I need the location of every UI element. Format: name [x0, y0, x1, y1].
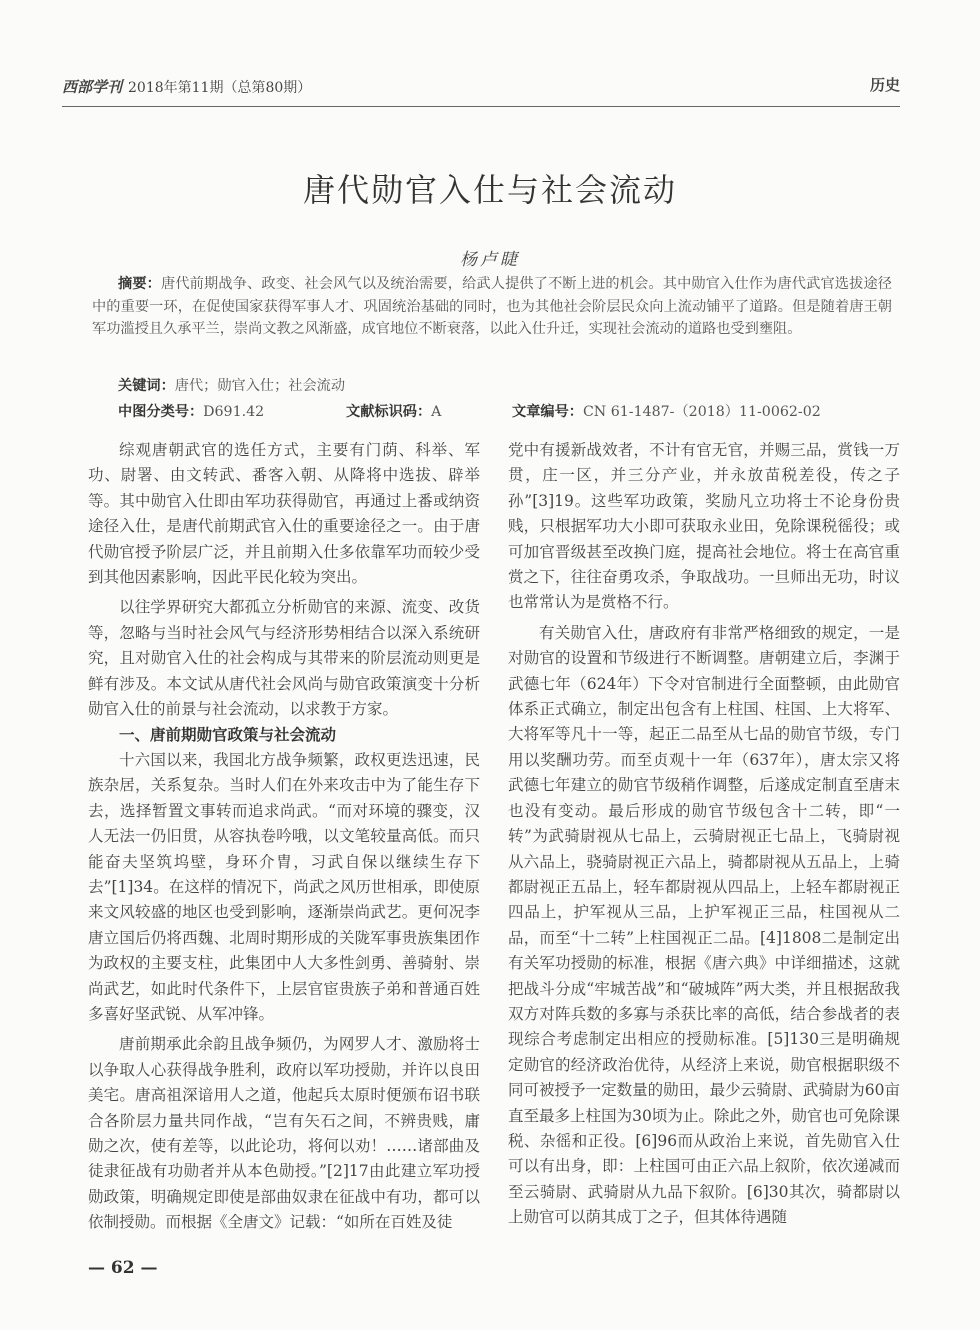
paragraph: 有关勋官入仕，唐政府有非常严格细致的规定，一是对勋官的设置和节级进行不断调整。唐朝建立后，李渊于武德七年（624年）下令对官制进行全面整顿，由此勋官体系正式确立，制定出包含有上柱国、柱国、上大将军、大将军等凡十一等，起正二品至从七品的勋官节级，专门用以奖酬功劳。而至贞观十一年（637年），唐太宗又将武德七年建立的勋官节级稍作调整，后遂成定制直至唐末也没有变动。最后形成的勋官节级包含十二转，即“一转”为武骑尉视从七品上，云骑尉视正七品上，飞骑尉视从六品上，骁骑尉视正六品上，骑都尉视从五品上，上骑都尉视正五品上，轻车都尉视从四品上，上轻车都尉视正四品上，护军视从三品，上护军视正三品，柱国视从二品，而至“十二转”上柱国视正二品。[4]1808二是制定出有关军功授勋的标准，根据《唐六典》中详细描述，这就把战斗分成“牢城苦战”和“破城阵”两大类，并且根据敌我双方对阵兵数的多寡与杀获比率的高低，结合参战者的表现综合考虑制定出相应的授勋标准。[5]130三是明确规定勋官的经济政治优待，从经济上来说，勋官根据职级不同可被授予一定数量的勋田，最少云骑尉、武骑尉为60亩直至最多上柱国为30顷为止。除此之外，勋官也可免除课税、杂徭和正役。[6]96而从政治上来说，首先勋官入仕可以有出身，即：上柱国可由正六品上叙阶，依次递减而至云骑尉、武骑尉从九品下叙阶。[6]30其次，骑都尉以上勋官可以荫其成丁之子，但其体待遇随: [508, 623, 900, 1227]
article-author: 杨卢睫: [460, 250, 520, 270]
abstract: [92, 273, 892, 341]
doc-value: A: [431, 404, 442, 420]
paragraph: 唐前期承此余韵且战争频仍，为网罗人才、激励将士以争取人心获得战争胜利，政府以军功授勋，并许以良田美宅。唐高祖深谙用人之道，他起兵太原时便颁布诏书联合各阶层力量共同作战，“岂有矢石之间，不辨贵贱，庸勋之次，使有差等，以此论功，将何以劝！……诸部曲及徒隶征战有功勋者并从本色勋授。”[2]17由此建立军功授勋政策，明确规定即使是部曲奴隶在征战中有功，都可以依制授勋。而根据《全唐文》记载：“如所在百姓及徒: [88, 1035, 480, 1232]
header-rule: [62, 106, 900, 107]
keywords-text: 唐代；勋官入仕；社会流动: [174, 378, 346, 394]
section-heading: 一、唐前期勋官政策与社会流动: [119, 725, 337, 745]
abstract-text: 唐代前期战争、政变、社会风气以及统治需要，给武人提供了不断上进的机会。其中勋官入仕作为唐代武官选拔途径中的重要一环，在促使国家获得军事人才、巩固统治基础的同时，也为其他社会阶层民众向上流动铺平了道路。但是随着唐王朝军功滥授且久承平兰，崇尚文教之风渐盛，成官地位不断衰落，以此入仕升迁，实现社会流动的道路也受到壅阻。: [92, 276, 892, 337]
article-no-value: CN 61-1487-（2018）11-0062-02: [582, 404, 821, 420]
clc-value: D691.42: [203, 404, 265, 420]
body-column-left: [88, 438, 480, 1236]
clc-number: [118, 401, 264, 421]
doc-label: 文献标识码：: [346, 404, 432, 420]
document-code: [346, 401, 441, 421]
keywords: [118, 375, 345, 395]
journal-info: [62, 76, 311, 97]
journal-name: 西部学刊: [62, 78, 123, 96]
paragraph: 党中有援新战效者，不计有官无官，并赐三品，赏钱一万贯，庄一区，并三分产业，并永放苗税差役，传之子孙”[3]19。这些军功政策，奖励凡立功将士不论身份贵贱，只根据军功大小即可获取永业田，免除课税徭役；或可加官晋级甚至改换门庭，提高社会地位。将士在高官重赏之下，往往奋勇攻杀，争取战功。一旦师出无功，时议也常常认为是赏格不行。: [508, 441, 900, 612]
paragraph: 综观唐朝武官的选任方式，主要有门荫、科举、军功、尉署、由文转武、番客入朝、从降将中选拔、辟举等。其中勋官入仕即由军功获得勋官，再通过上番或纳资途径入仕，是唐代前期武官入仕的重要途径之一。由于唐代勋官授予阶层广泛，并且前期入仕多依靠军功而较少受到其他因素影响，因此平民化较为突出。: [88, 441, 480, 587]
running-header: [62, 72, 900, 102]
body-column-right: [508, 438, 900, 1231]
article-title: 唐代勋官入仕与社会流动: [302, 171, 677, 209]
paragraph: 以往学界研究大都孤立分析勋官的来源、流变、改货等，忽略与当时社会风气与经济形势相结合以深入系统研究，且对勋官入仕的社会构成与其带来的阶层流动则更是鲜有涉及。本文试从唐代社会风尚与勋官政策演变十分析勋官入仕的前景与社会流动，以求教于方家。: [88, 598, 480, 719]
article-number: [512, 401, 821, 421]
article-no-label: 文章编号：: [512, 404, 583, 420]
page-number: — 62 —: [88, 1258, 158, 1278]
paragraph: 十六国以来，我国北方战争频繁，政权更迭迅速，民族杂居，关系复杂。当时人们在外来攻击中为了能生存下去，选择暂置文事转而追求尚武。“而对环境的骤变，汉人无法一仍旧贯，从容执卷吟哦，以文笔较量高低。而只能奋夫坚筑坞壁，身环介胄，习武自保以继续生存下去”[1]34。在这样的情况下，尚武之风历世相承，即使原来文风较盛的地区也受到影响，逐渐崇尚武艺。更何况李唐立国后仍将西魏、北周时期形成的关陇军事贵族集团作为政权的主要支柱，此集团中人大多性剑勇、善骑射、崇尚武艺，如此时代条件下，上层官宦贵族子弟和普通百姓多喜好坚武锐、从军冲锋。: [88, 750, 480, 1023]
keywords-label: 关键词：: [118, 378, 175, 394]
journal-issue: 2018年第11期（总第80期）: [128, 80, 312, 96]
abstract-label: 摘要：: [118, 276, 162, 292]
section-tag: 历史: [869, 76, 900, 94]
clc-label: 中图分类号：: [118, 404, 204, 420]
